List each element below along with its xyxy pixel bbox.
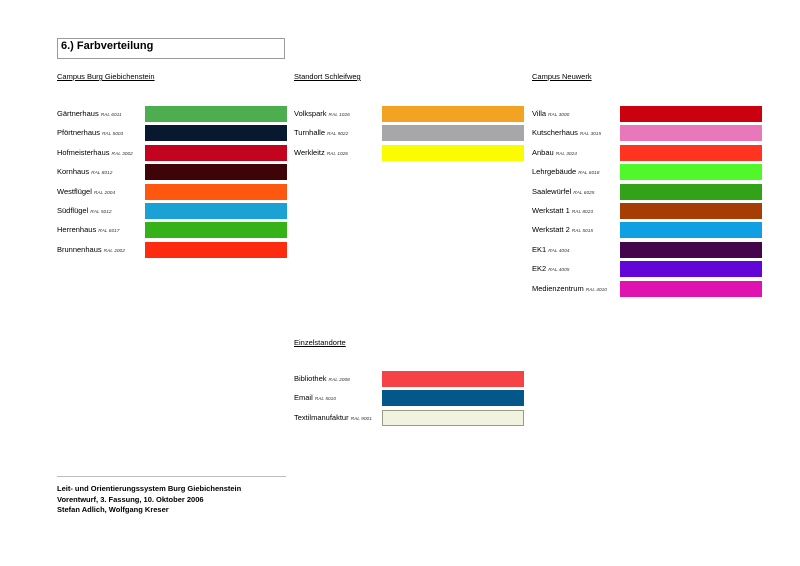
color-swatch xyxy=(620,242,762,258)
building-name: Textilmanufaktur xyxy=(294,413,349,422)
building-name: Südflügel xyxy=(57,206,89,215)
color-swatch xyxy=(145,164,287,180)
color-swatch xyxy=(620,145,762,161)
color-row xyxy=(532,145,762,161)
building-label xyxy=(294,128,348,137)
building-name: Westflügel xyxy=(57,187,92,196)
building-label xyxy=(57,167,112,176)
building-label xyxy=(57,245,125,254)
section-heading-schleifweg: Standort Schleifweg xyxy=(294,72,361,81)
building-label xyxy=(532,264,569,273)
building-name: Hofmeisterhaus xyxy=(57,148,110,157)
ral-code: RAL 1026 xyxy=(326,152,348,157)
building-label xyxy=(532,206,593,215)
color-row xyxy=(532,242,762,258)
color-swatch xyxy=(382,145,524,161)
building-label xyxy=(532,187,594,196)
color-swatch xyxy=(382,390,524,406)
ral-code: RAL 4005 xyxy=(548,268,570,273)
building-name: Volkspark xyxy=(294,109,327,118)
ral-code: RAL 2008 xyxy=(328,378,350,383)
footer xyxy=(57,484,241,516)
building-name: Anbau xyxy=(532,148,554,157)
color-swatch xyxy=(382,125,524,141)
building-name: EK1 xyxy=(532,245,547,254)
color-row xyxy=(57,222,287,238)
color-swatch xyxy=(620,106,762,122)
building-label xyxy=(294,413,372,422)
building-name: Villa xyxy=(532,109,547,118)
color-swatch xyxy=(620,125,762,141)
building-name: Kornhaus xyxy=(57,167,90,176)
building-name: Brunnenhaus xyxy=(57,245,102,254)
color-row xyxy=(294,410,524,426)
ral-code: RAL 3015 xyxy=(579,132,602,137)
ral-code: RAL 2004 xyxy=(93,191,116,196)
building-label xyxy=(532,284,607,293)
building-name: Werkstatt 2 xyxy=(532,225,570,234)
building-name: Saalewürfel xyxy=(532,187,572,196)
ral-code: RAL 5010 xyxy=(314,397,337,402)
ral-code: RAL 3000 xyxy=(548,113,570,118)
color-row xyxy=(294,125,524,141)
color-swatch xyxy=(620,203,762,219)
building-label xyxy=(532,225,593,234)
building-name: Bibliothek xyxy=(294,374,327,383)
color-row xyxy=(532,281,762,297)
color-row xyxy=(532,164,762,180)
building-label xyxy=(294,393,336,402)
ral-code: RAL 3002 xyxy=(111,152,133,157)
page-title-box xyxy=(57,38,285,59)
color-swatch xyxy=(620,164,762,180)
building-name: Pförtnerhaus xyxy=(57,128,100,137)
ral-code: RAL 2002 xyxy=(103,249,125,254)
color-row xyxy=(294,145,524,161)
color-swatch xyxy=(620,261,762,277)
color-swatch xyxy=(620,184,762,200)
building-label xyxy=(532,128,601,137)
building-name: Gärtnerhaus xyxy=(57,109,99,118)
color-row xyxy=(57,106,287,122)
building-label xyxy=(57,148,133,157)
section-heading-burg: Campus Burg Giebichenstein xyxy=(57,72,155,81)
building-label xyxy=(532,167,599,176)
footer-divider xyxy=(57,476,286,477)
color-swatch xyxy=(145,125,287,141)
building-label xyxy=(57,187,115,196)
color-swatch xyxy=(382,371,524,387)
building-label xyxy=(532,109,569,118)
color-row xyxy=(57,184,287,200)
ral-code: RAL 6011 xyxy=(100,113,122,118)
building-label xyxy=(532,148,577,157)
color-row xyxy=(294,106,524,122)
color-row xyxy=(57,164,287,180)
building-label xyxy=(57,109,122,118)
building-label xyxy=(294,374,350,383)
ral-code: RAL 6018 xyxy=(578,171,600,176)
color-swatch xyxy=(382,410,524,426)
building-name: EK2 xyxy=(532,264,547,273)
building-name: Kutscherhaus xyxy=(532,128,578,137)
color-row xyxy=(57,242,287,258)
ral-code: RAL 9022 xyxy=(327,132,349,137)
page-title: 6.) Farbverteilung xyxy=(61,40,154,52)
section-heading-neuwerk: Campus Neuwerk xyxy=(532,72,592,81)
color-row xyxy=(294,390,524,406)
building-name: Turnhalle xyxy=(294,128,325,137)
color-row xyxy=(532,203,762,219)
ral-code: RAL 4010 xyxy=(585,288,607,293)
building-label xyxy=(294,148,348,157)
footer-line-3: Stefan Adlich, Wolfgang Kreser xyxy=(57,505,169,514)
section-heading-einzel: Einzelstandorte xyxy=(294,338,346,347)
ral-code: RAL 9001 xyxy=(350,417,372,422)
building-name: Werkleitz xyxy=(294,148,325,157)
ral-code: RAL 1026 xyxy=(328,113,350,118)
color-row xyxy=(532,261,762,277)
building-label xyxy=(57,225,119,234)
building-label xyxy=(57,128,123,137)
building-name: Medienzentrum xyxy=(532,284,584,293)
building-label xyxy=(532,245,569,254)
building-label xyxy=(294,109,350,118)
color-swatch xyxy=(145,106,287,122)
ral-code: RAL 5015 xyxy=(571,229,594,234)
color-swatch xyxy=(620,281,762,297)
color-swatch xyxy=(145,222,287,238)
color-swatch xyxy=(145,203,287,219)
footer-line-1: Leit- und Orientierungssystem Burg Giebichenstein xyxy=(57,484,242,493)
color-swatch xyxy=(620,222,762,238)
ral-code: RAL 5003 xyxy=(101,132,124,137)
ral-code: RAL 8012 xyxy=(91,171,113,176)
color-row xyxy=(532,125,762,141)
color-row xyxy=(294,371,524,387)
color-row xyxy=(57,125,287,141)
ral-code: RAL 6017 xyxy=(98,229,120,234)
color-row xyxy=(532,184,762,200)
color-swatch xyxy=(145,184,287,200)
color-swatch xyxy=(382,106,524,122)
color-row xyxy=(57,145,287,161)
ral-code: RAL 4004 xyxy=(548,249,570,254)
building-name: Werkstatt 1 xyxy=(532,206,570,215)
building-name: Email xyxy=(294,393,313,402)
footer-line-2: Vorentwurf, 3. Fassung, 10. Oktober 2006 xyxy=(57,494,204,504)
ral-code: RAL 5012 xyxy=(90,210,112,215)
building-name: Lehrgebäude xyxy=(532,167,577,176)
color-row xyxy=(532,106,762,122)
ral-code: RAL 6025 xyxy=(573,191,595,196)
ral-code: RAL 8023 xyxy=(571,210,594,215)
building-label xyxy=(57,206,112,215)
ral-code: RAL 3024 xyxy=(555,152,577,157)
color-row xyxy=(532,222,762,238)
building-name: Herrenhaus xyxy=(57,225,97,234)
color-swatch xyxy=(145,242,287,258)
color-row xyxy=(57,203,287,219)
color-swatch xyxy=(145,145,287,161)
